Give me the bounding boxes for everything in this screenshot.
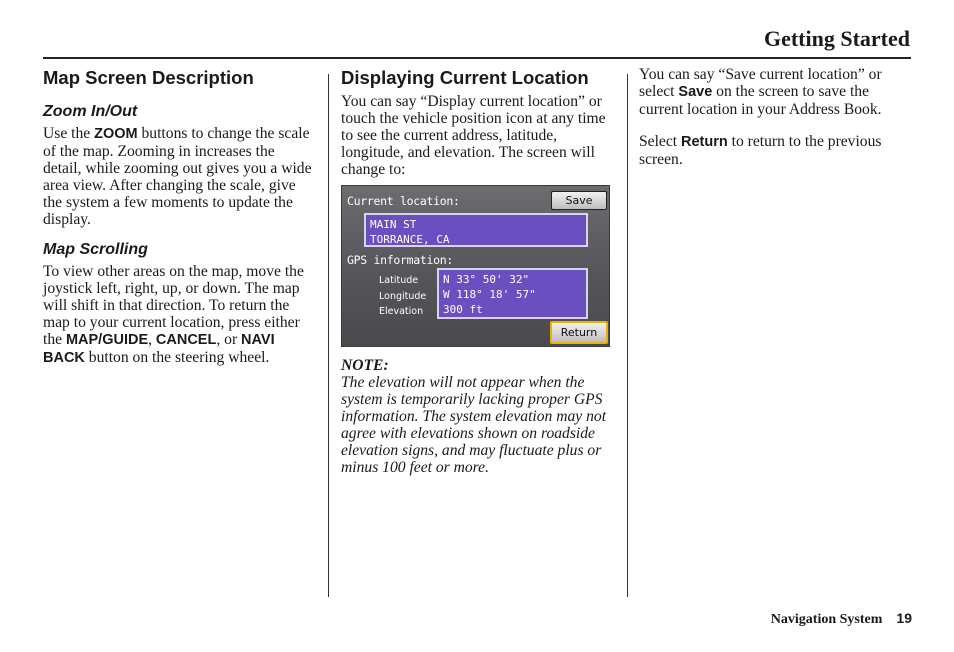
- screen-save-button: Save: [551, 191, 607, 210]
- page-header-title: Getting Started: [763, 26, 910, 51]
- screen-latitude-value: N 33° 50' 32": [443, 273, 530, 286]
- map-guide-keyword: MAP/GUIDE: [65, 332, 149, 348]
- scroll-paragraph: [43, 263, 315, 367]
- screen-current-location-label: Current location:: [347, 194, 460, 208]
- current-location-intro: You can say “Display current location” or touch the vehicle position icon at any time to see the current address, latitude, longitude, and elevation. The screen will change to:: [341, 93, 606, 178]
- screen-address-box: [364, 213, 588, 247]
- zoom-text-pre: Use the: [43, 125, 95, 142]
- note-text: The elevation will not appear when the system is temporarily lacking proper GPS information. The system elevation may not agree with elevations shown on roadside elevation signs, and may fluctuate plus or minus 100 feet or more.: [341, 374, 607, 476]
- screen-longitude-value: W 118° 18' 57": [443, 288, 536, 301]
- column-divider-left: [328, 74, 329, 597]
- column-map-screen-description: [43, 66, 315, 367]
- zoom-text-post: buttons to change the scale of the map. Zooming in increases the detail, while zooming out gives you a wide area view. After changing the scale, give the system a few moments to update the display.: [43, 125, 312, 228]
- scroll-sep1: ,: [148, 331, 156, 348]
- save-text-pre: You can say “Save current location” or select: [639, 66, 882, 100]
- navi-back-keyword: NAVI BACK: [43, 332, 275, 366]
- scroll-sep2: , or: [216, 331, 242, 348]
- header-rule: [43, 57, 911, 59]
- return-text-pre: Select: [639, 133, 681, 150]
- save-paragraph: [639, 66, 914, 118]
- subheading-zoom: Zoom In/Out: [43, 103, 138, 120]
- footer-label: Navigation System: [770, 612, 883, 627]
- screen-address-line1: MAIN ST: [370, 218, 417, 231]
- column-displaying-current-location: [341, 66, 617, 476]
- return-paragraph: [639, 133, 914, 168]
- subheading-map-scrolling: Map Scrolling: [43, 241, 148, 258]
- screen-elevation-value: 300 ft: [443, 303, 483, 316]
- column-divider-right: [627, 74, 628, 597]
- column-save-return: [639, 66, 914, 168]
- scroll-text-pre: To view other areas on the map, move the joystick left, right, up, or down. The map will shift in that direction. To return the map to your current location, press either the: [43, 263, 304, 348]
- screen-return-button: Return: [550, 321, 608, 344]
- scroll-text-post: button on the steering wheel.: [84, 349, 270, 366]
- zoom-paragraph: [43, 125, 315, 228]
- section-heading-current-location: Displaying Current Location: [341, 67, 589, 88]
- zoom-keyword: ZOOM: [94, 126, 138, 142]
- screen-address-line2: TORRANCE, CA: [370, 233, 450, 246]
- nav-screen-image: [341, 185, 610, 347]
- page-number: 19: [896, 610, 912, 626]
- screen-gps-box: [437, 268, 588, 319]
- save-keyword: Save: [678, 84, 713, 100]
- cancel-keyword: CANCEL: [155, 332, 217, 348]
- return-text-post: to return to the previous screen.: [639, 133, 882, 168]
- section-heading-map-screen: Map Screen Description: [43, 67, 254, 88]
- screen-gps-information-label: GPS information:: [347, 253, 453, 267]
- screen-elevation-label: Elevation: [379, 306, 424, 317]
- page-footer: [771, 610, 912, 628]
- save-text-post: on the screen to save the current location in your Address Book.: [639, 83, 882, 118]
- screen-longitude-label: Longitude: [379, 291, 427, 302]
- note-label: NOTE:: [341, 357, 389, 374]
- screen-latitude-label: Latitude: [379, 275, 419, 286]
- return-keyword: Return: [681, 134, 728, 150]
